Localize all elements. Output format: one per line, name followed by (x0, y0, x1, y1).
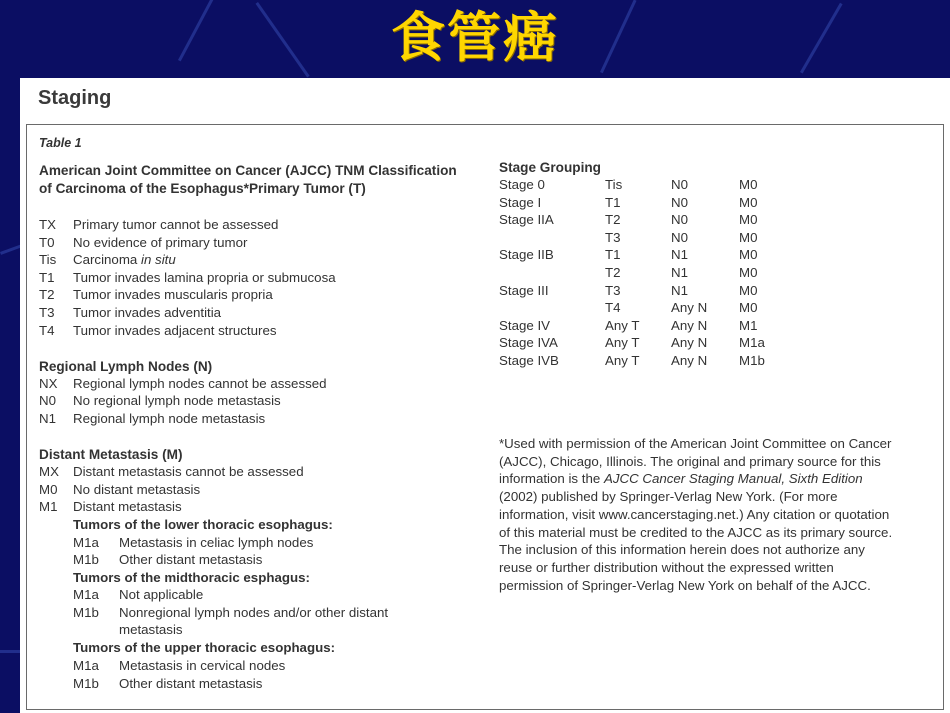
code: TX (39, 217, 56, 232)
stage-cell-n: N1 (671, 247, 688, 263)
stage-cell-n: Any N (671, 353, 708, 368)
stage-cell-n: Any N (671, 300, 708, 316)
list-item: T2 (39, 287, 55, 302)
list-item-desc: Distant metastasis cannot be assessed (73, 464, 304, 479)
list-item: NX (39, 376, 58, 391)
background-stripe (0, 650, 20, 653)
stage-cell-m: M0 (739, 177, 758, 192)
stage-cell-m: M0 (739, 300, 758, 316)
list-item: T1 (39, 270, 55, 285)
stage-cell-m: M0 (739, 212, 758, 228)
stage-cell-t: T3 (605, 229, 621, 245)
stage-cell-t: T1 (605, 247, 621, 263)
desc-text: Carcinoma (73, 252, 138, 267)
list-item-desc: Tumor invades lamina propria or submucosa (73, 270, 336, 285)
list-item-desc: Other distant metastasis (119, 676, 263, 691)
stage-cell-t: T3 (605, 282, 621, 298)
list-item: N0 (39, 393, 56, 408)
stage-cell-stage: Stage IVB (499, 353, 559, 368)
stage-cell-n: N0 (671, 212, 688, 228)
stage-cell-n: N1 (671, 282, 688, 298)
slide-title: 食管癌 (391, 6, 559, 69)
stage-cell-stage: Stage IIB (499, 247, 554, 263)
stage-cell-m: M1a (739, 335, 765, 351)
list-item-desc: Other distant metastasis (119, 552, 263, 567)
stage-cell-t: Tis (605, 177, 623, 192)
list-item: M1 (39, 499, 58, 514)
list-item-desc: Nonregional lymph nodes and/or other distant (119, 605, 389, 620)
tnm-title-line1: American Joint Committee on Cancer (AJCC) TNM Classification (39, 163, 457, 178)
footnote-line: The inclusion of this information herein does not authorize any (499, 542, 865, 558)
list-item: M1a (73, 658, 99, 673)
mid-title: Tumors of the midthoracic esphagus: (73, 570, 310, 585)
list-item-desc: No evidence of primary tumor (73, 235, 248, 250)
footnote-line: of this material must be credited to the AJCC as its primary source. (499, 524, 893, 540)
footnote-line: reuse or further distribution without the expressed written (499, 559, 834, 575)
footnote-line (499, 470, 939, 488)
stage-cell-stage: Stage I (499, 194, 542, 210)
staging-panel (20, 78, 950, 713)
list-item: M1a (73, 587, 99, 602)
footnote-italic: AJCC Cancer Staging Manual, Sixth Edition (603, 471, 863, 487)
stage-cell-t: T1 (605, 194, 621, 210)
list-item: M1b (73, 552, 99, 567)
footnote-line: (2002) published by Springer-Verlag New York. (For more (499, 489, 838, 505)
stage-cell-stage: Stage III (499, 282, 549, 298)
stage-cell-t: T2 (605, 265, 621, 280)
list-item: M0 (39, 482, 58, 497)
stage-cell-t: Any T (605, 335, 640, 351)
stage-cell-stage: Stage IIA (499, 212, 554, 228)
stage-cell-t: Any T (605, 317, 640, 333)
list-item: M1a (73, 535, 99, 550)
stage-cell-n: N1 (671, 265, 688, 280)
list-item: N1 (39, 411, 56, 426)
upper-title: Tumors of the upper thoracic esophagus: (73, 640, 336, 655)
stage-cell-m: M0 (739, 194, 758, 210)
stage-cell-n: Any N (671, 317, 708, 333)
stage-cell-n: N0 (671, 177, 688, 192)
stage-cell-stage: Stage IV (499, 317, 551, 333)
list-item-desc: Distant metastasis (73, 499, 182, 514)
list-item-desc (73, 251, 176, 269)
list-item-desc: Metastasis in cervical nodes (119, 658, 286, 673)
list-item: T0 (39, 235, 55, 250)
background-stripe (0, 244, 22, 254)
list-item-desc: Primary tumor cannot be assessed (73, 217, 279, 232)
stage-cell-m: M0 (739, 247, 758, 263)
tnm-title-line2: of Carcinoma of the Esophagus*Primary Tumor (T) (39, 181, 366, 196)
distant-title: Distant Metastasis (M) (39, 447, 183, 462)
desc-italic: in situ (141, 252, 176, 267)
list-item: M1b (73, 605, 99, 620)
table-label: Table 1 (39, 136, 82, 150)
list-item: MX (39, 464, 59, 479)
list-item-desc: Regional lymph node metastasis (73, 411, 266, 426)
stage-cell-t: Any T (605, 353, 640, 368)
footnote-line: permission of Springer-Verlag New York on behalf of the AJCC. (499, 577, 871, 593)
footnote-line: (AJCC), Chicago, Illinois. The original and primary source for this (499, 453, 881, 469)
list-item-desc: Metastasis in celiac lymph nodes (119, 535, 314, 550)
list-item-desc: Tumor invades muscularis propria (73, 287, 273, 302)
stage-grouping-title: Stage Grouping (499, 160, 601, 175)
footnote-line: information, visit www.cancerstaging.net.) Any citation or quotation (499, 506, 890, 522)
list-item: T3 (39, 305, 55, 320)
list-item-desc: metastasis (119, 622, 183, 637)
stage-cell-stage: Stage 0 (499, 177, 545, 192)
stage-cell-t: T2 (605, 212, 621, 228)
list-item: M1b (73, 676, 99, 691)
list-item: T4 (39, 323, 55, 338)
list-item-desc: No regional lymph node metastasis (73, 393, 281, 408)
footnote-text: information is the (499, 471, 604, 487)
footnote-line: *Used with permission of the American Joint Committee on Cancer (499, 436, 892, 451)
stage-cell-m: M1b (739, 353, 765, 368)
list-item (39, 216, 56, 234)
stage-cell-m: M0 (739, 229, 758, 245)
permission-footnote (499, 435, 939, 594)
list-item-desc: Tumor invades adjacent structures (73, 323, 277, 338)
stage-cell-stage: Stage IVA (499, 335, 558, 351)
stage-cell-n: Any N (671, 335, 708, 351)
list-item-desc: Not applicable (119, 587, 204, 602)
list-item-desc: No distant metastasis (73, 482, 201, 497)
lower-title: Tumors of the lower thoracic esophagus: (73, 517, 333, 532)
list-item-desc: Tumor invades adventitia (73, 305, 222, 320)
stage-cell-n: N0 (671, 229, 688, 245)
staging-heading: Staging (38, 87, 112, 109)
stage-cell-m: M1 (739, 317, 758, 333)
staging-table (26, 124, 944, 710)
list-item: Tis (39, 252, 57, 267)
stage-cell-m: M0 (739, 265, 758, 280)
stage-cell-t: T4 (605, 300, 621, 316)
stage-cell-m: M0 (739, 282, 758, 298)
stage-cell-n: N0 (671, 194, 688, 210)
list-item-desc: Regional lymph nodes cannot be assessed (73, 376, 327, 391)
regional-title: Regional Lymph Nodes (N) (39, 359, 213, 374)
